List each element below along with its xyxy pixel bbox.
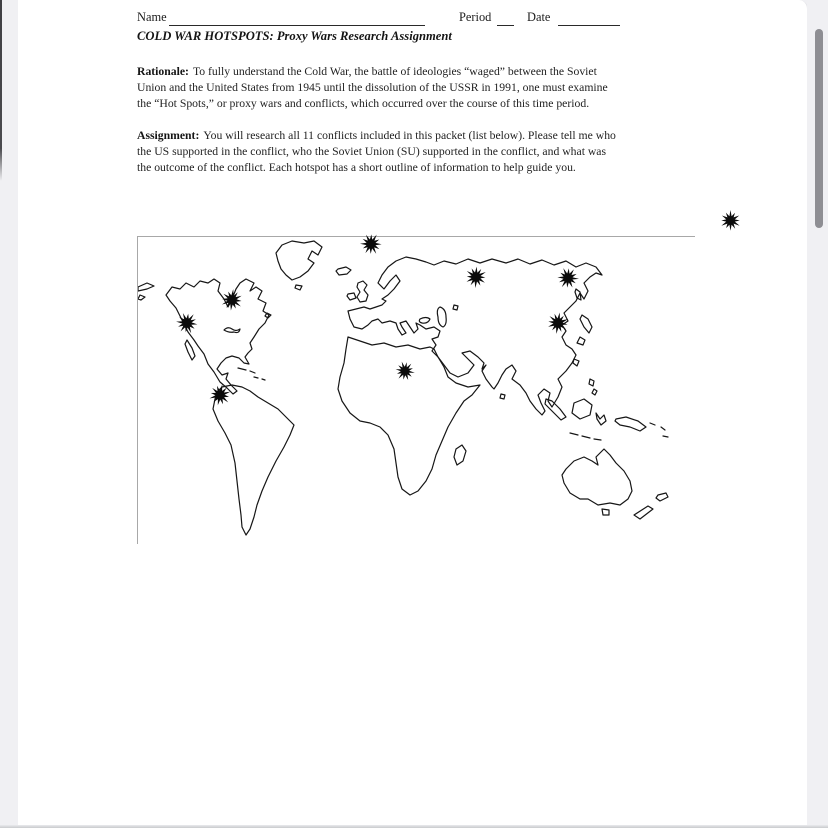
map-baja — [185, 340, 195, 360]
map-caspian-sea — [437, 307, 446, 327]
assignment-paragraph — [137, 128, 707, 176]
map-new-zealand-north — [656, 493, 668, 501]
map-java — [570, 433, 601, 440]
map-greenland-island — [295, 285, 302, 290]
map-philippines — [589, 379, 597, 395]
name-blank-line — [169, 10, 425, 26]
assignment-line: the US supported in the conflict, who the Soviet Union (SU) supported in the conflict, and what was — [137, 145, 607, 158]
assignment-line: the outcome of the conflict. Each hotspot has a short outline of information to help guide you. — [137, 161, 576, 174]
map-japan — [580, 315, 592, 333]
rationale-line: Union and the United States from 1945 until the dissolution of the USSR in 1991, one must examine — [137, 81, 608, 94]
date-blank-line — [558, 10, 620, 26]
date-label: Date — [527, 10, 551, 24]
map-new-guinea — [615, 417, 646, 431]
map-melanesia-islands — [650, 423, 668, 437]
assignment-label: Assignment: — [137, 129, 200, 142]
world-map-image — [137, 236, 695, 544]
map-great-britain — [357, 281, 368, 302]
world-map-svg — [138, 237, 695, 544]
rationale-label: Rationale: — [137, 65, 189, 78]
document-title: COLD WAR HOTSPOTS: Proxy Wars Research Assignment — [137, 29, 452, 43]
map-alaska — [138, 283, 154, 291]
assignment-line — [137, 128, 707, 144]
map-sri-lanka — [500, 394, 505, 399]
rationale-line: the “Hot Spots,” or proxy wars and conflicts, which occurred over the course of this time period. — [137, 97, 590, 110]
period-label: Period — [459, 10, 492, 24]
map-great-lakes — [224, 328, 240, 333]
map-aral-sea — [453, 305, 458, 310]
map-africa — [338, 337, 480, 495]
map-caribbean — [238, 368, 265, 380]
window-edge-artifact — [0, 0, 2, 181]
name-label: Name — [137, 10, 167, 24]
map-madagascar — [454, 445, 466, 465]
rationale-line — [137, 64, 707, 80]
map-taiwan — [573, 359, 579, 366]
map-alaska-island — [138, 295, 145, 300]
map-south-america — [213, 385, 294, 535]
assignment-text: You will research all 11 conflicts included in this packet (list below). Please tell me who — [203, 129, 616, 142]
map-newfoundland — [265, 313, 271, 318]
map-ireland — [347, 293, 356, 300]
scrollbar-thumb[interactable] — [815, 29, 823, 228]
map-australia — [562, 449, 632, 505]
map-borneo — [572, 399, 592, 419]
map-iceland — [336, 267, 351, 275]
map-japan-south — [577, 337, 585, 345]
map-sulawesi — [596, 413, 606, 425]
rationale-paragraph — [137, 64, 707, 112]
map-tasmania — [602, 509, 609, 515]
map-new-zealand-south — [634, 506, 653, 519]
map-black-sea — [419, 318, 430, 324]
rationale-text: To fully understand the Cold War, the battle of ideologies “waged” between the Soviet — [192, 65, 597, 78]
period-blank-line — [497, 10, 514, 26]
map-sakhalin — [575, 289, 581, 300]
map-greenland — [276, 241, 322, 280]
